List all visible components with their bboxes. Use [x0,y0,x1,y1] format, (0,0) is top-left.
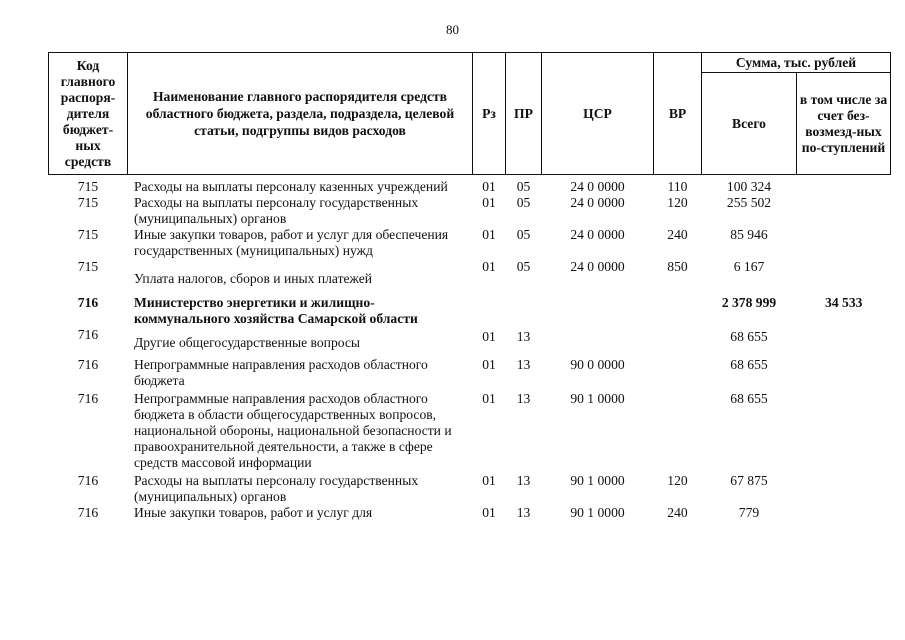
row-name: Иные закупки товаров, работ и услуг для обеспечения государственных (муниципальных) нужд [134,227,449,258]
row-gratuitous [797,179,891,195]
header-vr: ВР [654,53,702,175]
header-sum-group: Сумма, тыс. рублей [702,53,891,73]
table-row [49,227,891,259]
table-body [49,175,891,522]
table-row [49,259,891,287]
header-total: Всего [702,73,797,175]
row-code: 716 [77,391,99,406]
row-vr: 110 [667,179,688,194]
row-total: 6 167 [733,259,765,274]
row-pr: 05 [516,195,531,210]
row-code: 715 [77,195,99,210]
row-csr: 24 0 0000 [570,179,625,194]
row-total: 68 655 [730,357,768,372]
table-row [49,351,891,389]
row-csr: 24 0 0000 [570,259,625,274]
row-gratuitous [797,351,891,389]
row-vr: 240 [667,505,688,520]
row-csr: 90 1 0000 [570,473,625,488]
row-csr: 90 1 0000 [570,505,625,520]
header-csr: ЦСР [542,53,654,175]
row-csr: 24 0 0000 [570,195,625,210]
row-pr: 05 [516,259,531,274]
row-vr [654,351,702,389]
table-row [49,195,891,227]
row-name: Министерство энергетики и жилищно-коммунального хозяйства Самарской области [134,295,418,326]
row-rz: 01 [482,329,496,344]
row-total: 2 378 999 [721,295,777,310]
row-gratuitous [797,227,891,259]
row-total: 85 946 [730,227,768,242]
row-rz: 01 [482,259,496,274]
row-pr: 05 [516,227,531,242]
row-csr: 24 0 0000 [570,227,625,242]
row-code: 716 [77,327,99,342]
row-total: 68 655 [730,329,768,344]
row-csr [542,327,654,351]
header-gratuitous: в том числе за счет без-возмезд-ных по-ступлений [797,73,891,175]
table-row-ministry [49,287,891,327]
row-vr: 850 [667,259,688,274]
header-name: Наименование главного распорядителя средств областного бюджета, раздела, подраздела, целевой статьи, подгруппы видов расходов [128,53,473,175]
row-pr [506,287,542,327]
row-gratuitous [797,327,891,351]
header-code: Код главного распоря-дителя бюджет-ных средств [49,53,128,175]
row-csr [542,287,654,327]
table-row [49,179,891,195]
row-pr: 13 [516,391,531,406]
table-header [49,53,891,175]
row-gratuitous [797,259,891,287]
row-vr [654,389,702,471]
row-total: 255 502 [726,195,772,210]
row-rz: 01 [482,473,496,488]
row-total: 100 324 [726,179,772,194]
row-pr: 13 [516,473,531,488]
row-rz: 01 [482,227,496,242]
row-vr: 120 [667,473,688,488]
row-pr: 13 [516,357,531,372]
row-gratuitous: 34 533 [825,295,863,310]
row-name: Другие общегосударственные вопросы [134,335,361,350]
row-name: Расходы на выплаты персоналу государственных (муниципальных) органов [134,473,419,504]
row-gratuitous [797,471,891,505]
row-name: Расходы на выплаты персоналу казенных учреждений [134,179,448,194]
table-row [49,389,891,471]
row-rz [473,287,506,327]
row-vr: 120 [667,195,688,210]
row-code: 716 [77,295,99,310]
table-row [49,505,891,521]
row-code: 715 [77,259,99,274]
row-code: 715 [77,179,99,194]
row-name: Расходы на выплаты персоналу государственных (муниципальных) органов [134,195,419,226]
row-total: 68 655 [730,391,768,406]
row-code: 716 [77,357,99,372]
row-csr: 90 0 0000 [570,357,625,372]
row-csr: 90 1 0000 [570,391,625,406]
row-vr [654,287,702,327]
budget-table-container [48,52,890,521]
header-pr: ПР [506,53,542,175]
header-rz: Рз [473,53,506,175]
row-code: 716 [77,473,99,488]
table-row [49,471,891,505]
row-gratuitous [797,389,891,471]
row-pr: 13 [516,329,531,344]
row-name: Уплата налогов, сборов и иных платежей [134,271,373,286]
row-total: 779 [738,505,760,520]
row-rz: 01 [482,195,496,210]
row-vr [654,327,702,351]
row-pr: 13 [516,505,531,520]
row-name: Иные закупки товаров, работ и услуг для [134,505,373,520]
row-code: 716 [77,505,99,520]
row-gratuitous [797,505,891,521]
row-rz: 01 [482,357,496,372]
row-gratuitous [797,195,891,227]
page-number: 80 [446,22,459,37]
budget-table [48,52,891,521]
row-rz: 01 [482,179,496,194]
row-vr: 240 [667,227,688,242]
row-pr: 05 [516,179,531,194]
row-name: Непрограммные направления расходов областного бюджета [134,357,428,388]
row-code: 715 [77,227,99,242]
row-total: 67 875 [730,473,768,488]
row-name: Непрограммные направления расходов областного бюджета в области общегосударственных вопросов, национальной обороны, национальной безопасности и правоохранительной деятельности, а также в сфере средств массовой информации [134,391,452,470]
table-row [49,327,891,351]
row-rz: 01 [482,505,496,520]
row-rz: 01 [482,391,496,406]
